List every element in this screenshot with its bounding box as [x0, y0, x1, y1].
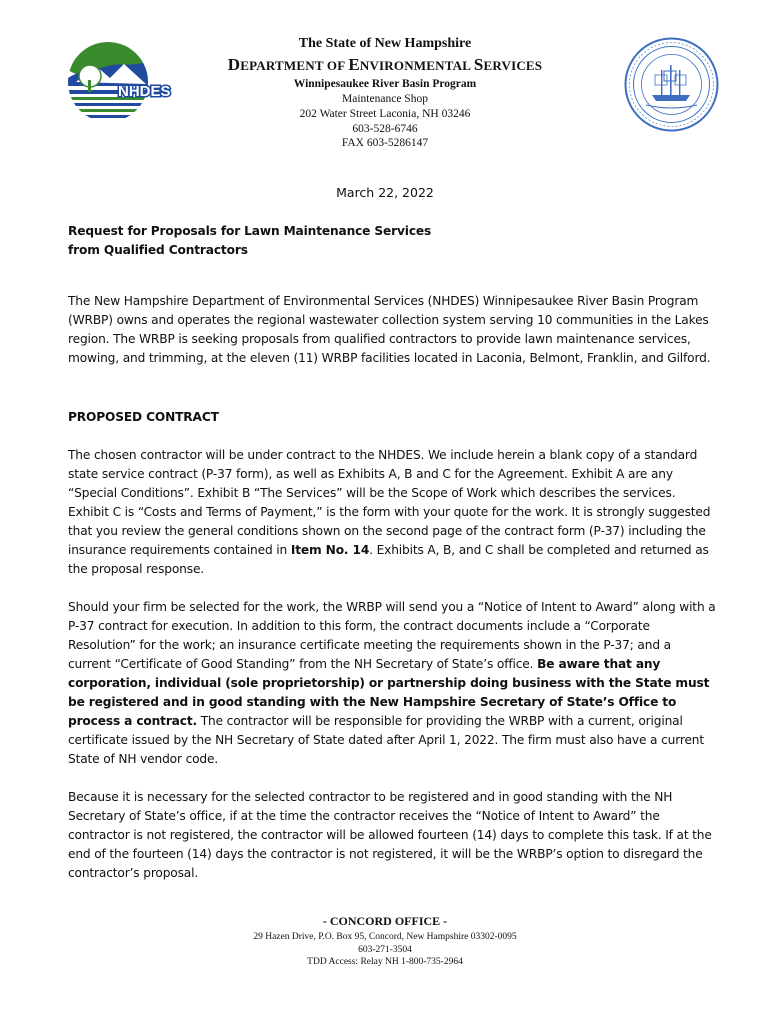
shop-name: Maintenance Shop	[342, 93, 428, 105]
footer-address: 29 Hazen Drive, P.O. Box 95, Concord, New Hampshire 03302-0095	[253, 932, 517, 942]
department-name: DEPARTMENT OF ENVIRONMENTAL SERVICES	[227, 55, 543, 74]
rfp-title-line1: Request for Proposals for Lawn Maintenance Services	[68, 224, 432, 238]
state-seal	[624, 37, 719, 132]
registration-paragraph: Because it is necessary for the selected contractor to be registered and in good standing with the NH Secretary of State’s office, if at the time the contractor receives the “Notice of Intent to Award” the contractor is not registered, the contractor will be allowed fourteen (14) days to complete this task. If at the end of the fourteen (14) days the contractor is not registered, it will be the WRBP’s option to disregard the contractor’s proposal.	[68, 790, 712, 880]
footer-tdd: TDD Access: Relay NH 1-800-735-2964	[307, 957, 463, 967]
letter-date: March 22, 2022	[336, 185, 434, 200]
footer-phone: 603-271-3504	[358, 945, 412, 955]
shop-fax: FAX 603-5286147	[341, 137, 429, 149]
rfp-title	[68, 222, 716, 260]
intro-paragraph: The New Hampshire Department of Environmental Services (NHDES) Winnipesaukee River Basin Program (WRBP) owns and operates the regional wastewater collection system serving 10 communities in the Lakes region. The WRBP is seeking proposals from qualified contractors to provide lawn maintenance services, mowing, and trimming, at the eleven (11) WRBP facilities located in Laconia, Belmont, Franklin, and Gilford.	[68, 294, 711, 365]
selection-paragraph: Should your firm be selected for the work, the WRBP will send you a “Notice of Intent to Award” along with a P-37 contract for execution. In addition to this form, the contract documents include a “Corporate Resolution” for the work; an insurance certificate meeting the requirements shown in the P-37; and a current “Certificate of Good Standing” from the NH Secretary of State’s office. Be aware that any corporation, individual (sole proprietorship) or partnership doing business with the State must be registered and in good standing with the New Hampshire Secretary of State’s Office to process a contract. The contractor will be responsible for providing the WRBP with a current, original certificate issued by the NH Secretary of State dated after April 1, 2022. The firm must also have a current State of NH vendor code.	[68, 600, 716, 766]
shop-address: 202 Water Street Laconia, NH 03246	[299, 108, 471, 120]
logo-text: NHDES	[118, 83, 171, 100]
footer-office: - CONCORD OFFICE -	[322, 914, 448, 928]
shop-phone: 603-528-6746	[352, 123, 418, 135]
program-name: Winnipesaukee River Basin Program	[293, 78, 477, 90]
contract-paragraph: The chosen contractor will be under contract to the NHDES. We include herein a blank copy of a standard state service contract (P-37 form), as well as Exhibits A, B and C for the Agreement. Exhibit A are any “Special Conditions”. Exhibit B “The Services” will be the Scope of Work which describes the services. Exhibit C is “Costs and Terms of Payment,” is the form with your quote for the work. It is strongly suggested that you review the general conditions shown on the second page of the contract form (P-37) including the insurance requirements contained in Item No. 14. Exhibits A, B, and C shall be completed and returned as the proposal response.	[68, 448, 711, 576]
state-name: The State of New Hampshire	[298, 36, 472, 51]
section-heading: PROPOSED CONTRACT	[68, 410, 219, 424]
rfp-title-line2: from Qualified Contractors	[68, 243, 248, 257]
nhdes-logo	[66, 40, 182, 124]
